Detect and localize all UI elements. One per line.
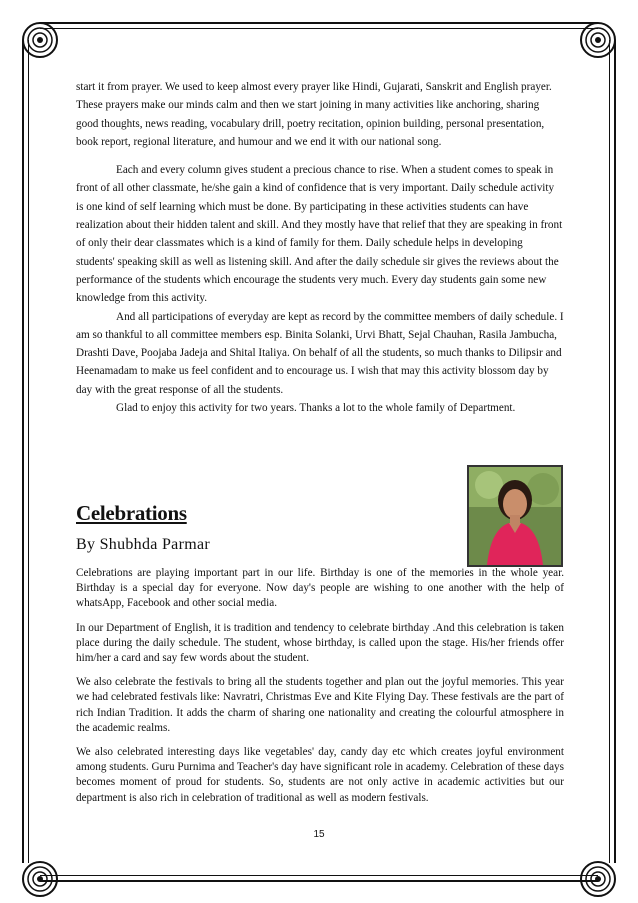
author-byline: By Shubhda Parmar (76, 536, 210, 553)
border-top-inner (40, 28, 598, 29)
author-photo (467, 465, 563, 567)
paragraph: We also celebrated interesting days like vegetables' day, candy day etc which creates joyful environment among students. Guru Purnima and Teacher's day have significant role in academy. Celebration of these days becomes moment of proud for students. So, students are not only active in academic activities but our department is also rich in celebration of traditional as well as modern festivals. (76, 746, 564, 804)
border-bottom-inner (40, 875, 598, 876)
page-number: 15 (313, 829, 325, 840)
daily-schedule-text (76, 78, 564, 417)
border-top-outer (40, 22, 598, 24)
paragraph: In our Department of English, it is tradition and tendency to celebrate birthday .And this celebration is taken place during the daily schedule. The student, whose birthday, is called upon the stage. His/her friends offer him/her a card and say few words about the student. (76, 621, 564, 665)
section-heading: Celebrations (76, 501, 187, 525)
paragraph: And all participations of everyday are kept as record by the committee members of daily schedule. I am so thankful to all committee members esp. Binita Solanki, Urvi Bhatt, Sejal Chauhan, Rasila Jambucha, Drashti Dave, Poojaba Jadeja and Shital Italiya. On behalf of all the students, so much thanks to Dilipsir and Heenamadam to make us feel confident and to encourage us. I wish that may this activity blossom day by day with the great response of all the students. (76, 310, 564, 396)
border-left-inner (28, 40, 29, 863)
corner-ornament-top-right (578, 20, 618, 60)
border-bottom-outer (40, 880, 598, 882)
paragraph: start it from prayer. We used to keep almost every prayer like Hindi, Gujarati, Sanskrit and English prayer. These prayers make our minds calm and then we start joining in many activities like anchoring, sharing good thoughts, news reading, vocabulary drill, poetry recitation, opinion building, personal presentation, book report, regional literature, and humour and we end it with our national song. (76, 81, 552, 148)
paragraph: Glad to enjoy this activity for two years. Thanks a lot to the whole family of Department. (116, 402, 516, 415)
corner-ornament-bottom-right (578, 859, 618, 899)
celebrations-text (76, 566, 564, 815)
portrait-image (469, 467, 561, 565)
corner-ornament-top-left (20, 20, 60, 60)
paragraph: Each and every column gives student a precious chance to rise. When a student comes to speak in front of all other classmate, he/she gain a kind of confidence that is very important. Daily schedule activity is one kind of self learning which must be done. By participating in these activities students can have realization about their hidden talent and skill. And they mostly have that relief that they are speaking in front of only their dear classmates which is a kind of family for them. Daily schedule helps in developing students' speaking skill as well as listening skill. And after the daily schedule sir gives the reviews about the performance of the students which encourage the students very much. Every day students gain some new knowledge from this activity. (76, 164, 563, 305)
border-left-outer (22, 40, 24, 863)
paragraph: We also celebrate the festivals to bring all the students together and plan out the joyful memories. This year we had celebrated festivals like: Navratri, Christmas Eve and Kite Flying Day. These festivals are the part of rich Indian Tradition. It adds the charm of sharing one nationality and creating the colourful atmosphere in the academic realms. (76, 676, 564, 734)
border-right-outer (614, 40, 616, 863)
corner-ornament-bottom-left (20, 859, 60, 899)
paragraph: Celebrations are playing important part in our life. Birthday is one of the memories in the whole year. Birthday is a special day for everyone. Now day's people are wishing to one another with the help of whatsApp, Facebook and other social media. (76, 567, 564, 610)
border-right-inner (609, 40, 610, 863)
